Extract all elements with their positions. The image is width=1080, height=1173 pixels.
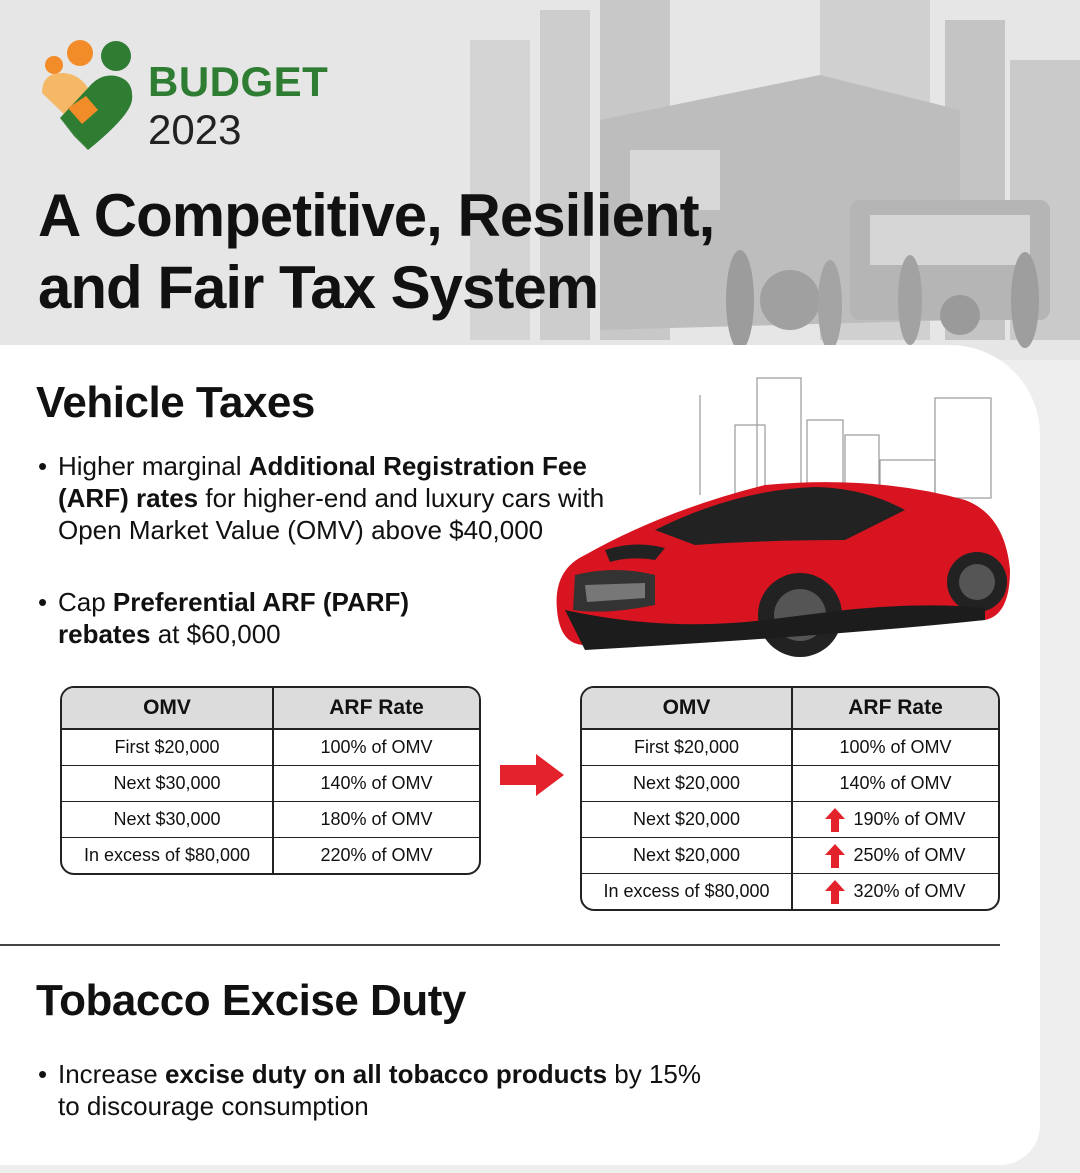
header-arf-rate: ARF Rate	[274, 688, 479, 730]
rate-cell: 250% of OMV	[793, 837, 998, 873]
vehicle-bullet-arf: • Higher marginal Additional Registration Fee (ARF) rates for higher-end and luxury cars with Open Market Value (OMV) above $40,000	[38, 451, 605, 545]
header-omv: OMV	[62, 688, 274, 730]
budget-year: 2023	[148, 106, 242, 153]
table-row	[582, 801, 998, 837]
omv-cell: In excess of $80,000	[582, 873, 793, 909]
omv-cell: Next $30,000	[62, 765, 274, 801]
table-row	[62, 730, 479, 765]
rate-cell: 180% of OMV	[274, 801, 479, 837]
up-arrow-icon	[825, 808, 845, 832]
rate-cell: 140% of OMV	[274, 765, 479, 801]
vehicle-bullet-parf: • Cap Preferential ARF (PARF) rebates at $60,000	[38, 587, 410, 649]
up-arrow-icon	[825, 844, 845, 868]
arf-table-revised	[580, 686, 1000, 911]
table-row	[62, 801, 479, 837]
rate-cell: 190% of OMV	[793, 801, 998, 837]
omv-cell: Next $20,000	[582, 765, 793, 801]
section-divider	[0, 944, 1000, 946]
header-arf-rate: ARF Rate	[793, 688, 998, 730]
bullet-dot: •	[38, 587, 48, 617]
table-row	[582, 837, 998, 873]
vehicle-taxes-heading: Vehicle Taxes	[36, 378, 315, 427]
omv-cell: First $20,000	[62, 730, 274, 765]
omv-cell: Next $20,000	[582, 801, 793, 837]
page-title	[38, 180, 714, 324]
budget-label: BUDGET	[148, 58, 329, 105]
rate-cell: 220% of OMV	[274, 837, 479, 873]
omv-cell: First $20,000	[582, 730, 793, 765]
bullet-dot: •	[38, 451, 48, 481]
header-omv: OMV	[582, 688, 793, 730]
omv-cell: In excess of $80,000	[62, 837, 274, 873]
budget-logo	[38, 38, 138, 158]
tobacco-bullet: • Increase excise duty on all tobacco products by 15% to discourage consumption	[38, 1059, 702, 1121]
rate-cell: 140% of OMV	[793, 765, 998, 801]
title-line-2: and Fair Tax System	[38, 254, 599, 321]
rate-cell: 320% of OMV	[793, 873, 998, 909]
omv-cell: Next $20,000	[582, 837, 793, 873]
tobacco-heading: Tobacco Excise Duty	[36, 976, 466, 1025]
arf-table-current	[60, 686, 481, 875]
omv-cell: Next $30,000	[62, 801, 274, 837]
table-row	[582, 730, 998, 765]
table-row	[582, 873, 998, 909]
table-row	[62, 837, 479, 873]
rate-cell: 100% of OMV	[839, 737, 952, 757]
up-arrow-icon	[825, 880, 845, 904]
table-row	[62, 765, 479, 801]
title-line-1: A Competitive, Resilient,	[38, 182, 715, 249]
table-row	[582, 765, 998, 801]
rate-cell: 100% of OMV	[320, 737, 433, 757]
right-arrow-icon	[498, 752, 566, 803]
bullet-dot: •	[38, 1059, 48, 1089]
